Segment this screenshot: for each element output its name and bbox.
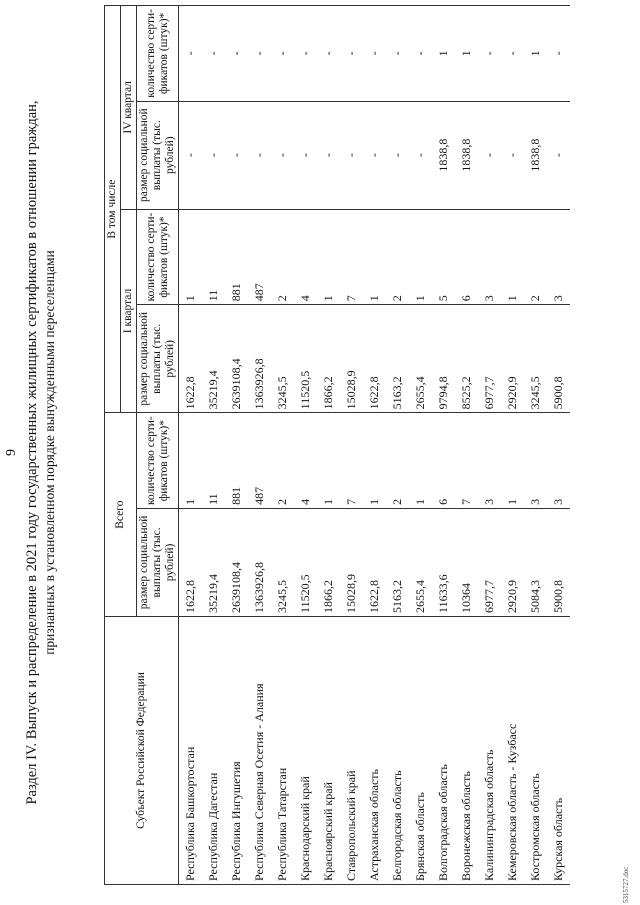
table-row: [225, 6, 248, 885]
cell-q1-cnt: 6: [455, 209, 478, 305]
cell-q4-cnt: 1: [432, 6, 455, 102]
cell-region: Республика Дагестан: [202, 616, 225, 884]
title-line-2: признанных в установленном порядке вынужденными переселенцами: [42, 250, 57, 655]
cell-total-cnt: 1: [409, 413, 432, 509]
table-row: [432, 6, 455, 885]
table-row: [524, 6, 547, 885]
cell-region: Брянская область: [409, 616, 432, 884]
table-row: [386, 6, 409, 885]
cell-q4-pay: 1838,8: [455, 101, 478, 209]
cell-q1-pay: 6977,7: [478, 305, 501, 413]
cell-total-pay: 3245,5: [271, 508, 294, 616]
cell-q4-cnt: -: [317, 6, 340, 102]
table-body: [179, 6, 571, 885]
cell-q4-cnt: -: [340, 6, 363, 102]
table-row: [455, 6, 478, 885]
cell-total-cnt: 1: [363, 413, 386, 509]
cell-total-pay: 2920,9: [501, 508, 524, 616]
cell-q1-cnt: 1: [501, 209, 524, 305]
table-row: [317, 6, 340, 885]
cell-total-pay: 5163,2: [386, 508, 409, 616]
cell-q4-pay: -: [248, 101, 271, 209]
table-row: [478, 6, 501, 885]
table-row: [202, 6, 225, 885]
cell-total-pay: 5084,3: [524, 508, 547, 616]
table-row: [179, 6, 203, 885]
section-title: [24, 20, 58, 885]
cell-region: Калининградская область: [478, 616, 501, 884]
cell-q4-cnt: -: [409, 6, 432, 102]
table-row: [547, 6, 570, 885]
table-row: [409, 6, 432, 885]
cell-q4-cnt: -: [271, 6, 294, 102]
header-total: Всего: [105, 413, 137, 617]
cell-region: Астраханская область: [363, 616, 386, 884]
cell-total-pay: 15028,9: [340, 508, 363, 616]
cell-q1-cnt: 1: [363, 209, 386, 305]
cell-total-cnt: 2: [271, 413, 294, 509]
cell-total-pay: 1866,2: [317, 508, 340, 616]
cell-region: Республика Северная Осетия - Алания: [248, 616, 271, 884]
cell-q1-pay: 1622,8: [363, 305, 386, 413]
cell-region: Республика Татарстан: [271, 616, 294, 884]
cell-q1-cnt: 2: [524, 209, 547, 305]
cell-q1-cnt: 3: [478, 209, 501, 305]
cell-q1-pay: 3245,5: [524, 305, 547, 413]
cell-q4-cnt: -: [363, 6, 386, 102]
cell-q4-pay: -: [179, 101, 203, 209]
cell-q1-cnt: 5: [432, 209, 455, 305]
cell-total-cnt: 3: [478, 413, 501, 509]
header-including: В том числе: [105, 6, 121, 413]
table-row: [248, 6, 271, 885]
cell-q1-pay: 8525,2: [455, 305, 478, 413]
cell-region: Краснодарский край: [294, 616, 317, 884]
cell-q1-pay: 11520,5: [294, 305, 317, 413]
cell-q1-cnt: 2: [386, 209, 409, 305]
cell-total-cnt: 881: [225, 413, 248, 509]
certificates-table: [104, 5, 570, 885]
table-row: [501, 6, 524, 885]
cell-region: Костромская область: [524, 616, 547, 884]
cell-q1-pay: 2655,4: [409, 305, 432, 413]
cell-total-pay: 2639108,4: [225, 508, 248, 616]
cell-total-pay: 11633,6: [432, 508, 455, 616]
cell-q1-cnt: 487: [248, 209, 271, 305]
cell-q1-pay: 15028,9: [340, 305, 363, 413]
cell-q4-cnt: -: [248, 6, 271, 102]
cell-total-pay: 1622,8: [179, 508, 203, 616]
cell-q4-pay: -: [386, 101, 409, 209]
cell-total-cnt: 1: [317, 413, 340, 509]
cell-q4-pay: 1838,8: [524, 101, 547, 209]
cell-q1-pay: 2639108,4: [225, 305, 248, 413]
cell-q4-cnt: -: [225, 6, 248, 102]
cell-q1-cnt: 1: [179, 209, 203, 305]
cell-q1-pay: 5163,2: [386, 305, 409, 413]
table-row: [363, 6, 386, 885]
cell-q4-cnt: -: [294, 6, 317, 102]
cell-region: Республика Башкортостан: [179, 616, 203, 884]
table-row: [271, 6, 294, 885]
page-number: 9: [4, 449, 19, 456]
cell-region: Ставропольский край: [340, 616, 363, 884]
cell-q4-cnt: -: [202, 6, 225, 102]
cell-q1-cnt: 881: [225, 209, 248, 305]
cell-total-cnt: 7: [455, 413, 478, 509]
cell-q4-pay: -: [501, 101, 524, 209]
cell-q1-pay: 3245,5: [271, 305, 294, 413]
header-count: количество серти-фикатов (штук)*: [137, 413, 179, 509]
cell-total-pay: 35219,4: [202, 508, 225, 616]
cell-q4-cnt: 1: [455, 6, 478, 102]
cell-q4-cnt: -: [501, 6, 524, 102]
cell-q4-cnt: -: [386, 6, 409, 102]
cell-q1-pay: 5900,8: [547, 305, 570, 413]
table-row: [294, 6, 317, 885]
cell-total-cnt: 1: [501, 413, 524, 509]
cell-q4-cnt: -: [478, 6, 501, 102]
cell-q1-pay: 2920,9: [501, 305, 524, 413]
cell-region: Республика Ингушетия: [225, 616, 248, 884]
header-payment: размер социальной выплаты (тыс. рублей): [137, 101, 179, 209]
cell-total-cnt: 2: [386, 413, 409, 509]
header-payment: размер социальной выплаты (тыс. рублей): [137, 305, 179, 413]
header-q4: IV квартал: [121, 6, 137, 210]
cell-total-cnt: 6: [432, 413, 455, 509]
cell-total-cnt: 7: [340, 413, 363, 509]
cell-region: Красноярский край: [317, 616, 340, 884]
cell-region: Белгородская область: [386, 616, 409, 884]
cell-total-pay: 5900,8: [547, 508, 570, 616]
cell-total-pay: 2655,4: [409, 508, 432, 616]
footer-code: 5315727.doc: [622, 866, 630, 903]
cell-q4-pay: -: [225, 101, 248, 209]
cell-region: Курская область: [547, 616, 570, 884]
cell-q4-pay: -: [202, 101, 225, 209]
cell-q1-pay: 1866,2: [317, 305, 340, 413]
cell-q1-cnt: 11: [202, 209, 225, 305]
cell-total-cnt: 4: [294, 413, 317, 509]
cell-total-cnt: 3: [547, 413, 570, 509]
cell-q4-pay: 1838,8: [432, 101, 455, 209]
cell-q1-cnt: 1: [409, 209, 432, 305]
cell-q4-pay: -: [340, 101, 363, 209]
cell-q1-cnt: 4: [294, 209, 317, 305]
cell-region: Кемеровская область - Кузбасс: [501, 616, 524, 884]
cell-q4-pay: -: [547, 101, 570, 209]
table-row: [340, 6, 363, 885]
cell-q4-pay: -: [363, 101, 386, 209]
cell-q4-cnt: 1: [524, 6, 547, 102]
cell-q1-cnt: 2: [271, 209, 294, 305]
title-line-1: Раздел IV. Выпуск и распределение в 2021 году государственных жилищных сертификатов в отношении граждан,: [24, 100, 40, 805]
cell-total-cnt: 1: [179, 413, 203, 509]
cell-total-pay: 1622,8: [363, 508, 386, 616]
cell-q4-pay: -: [294, 101, 317, 209]
cell-q4-cnt: -: [179, 6, 203, 102]
cell-q4-pay: -: [478, 101, 501, 209]
header-count: количество серти-фикатов (штук)*: [137, 209, 179, 305]
cell-q4-cnt: -: [547, 6, 570, 102]
cell-region: Воронежская область: [455, 616, 478, 884]
cell-q1-pay: 9794,8: [432, 305, 455, 413]
cell-region: Волгоградская область: [432, 616, 455, 884]
header-q1: I квартал: [121, 209, 137, 413]
cell-q1-pay: 35219,4: [202, 305, 225, 413]
cell-total-cnt: 11: [202, 413, 225, 509]
cell-q4-pay: -: [271, 101, 294, 209]
cell-q4-pay: -: [409, 101, 432, 209]
cell-total-pay: 1363926,8: [248, 508, 271, 616]
cell-q1-cnt: 3: [547, 209, 570, 305]
cell-total-pay: 10364: [455, 508, 478, 616]
cell-q1-pay: 1363926,8: [248, 305, 271, 413]
cell-q4-pay: -: [317, 101, 340, 209]
header-subject: Субъект Российской Федерации: [105, 616, 179, 884]
cell-total-cnt: 3: [524, 413, 547, 509]
cell-q1-cnt: 1: [317, 209, 340, 305]
cell-total-pay: 11520,5: [294, 508, 317, 616]
cell-total-pay: 6977,7: [478, 508, 501, 616]
header-count: количество серти-фикатов (штук)*: [137, 6, 179, 102]
cell-total-cnt: 487: [248, 413, 271, 509]
cell-q1-cnt: 7: [340, 209, 363, 305]
cell-q1-pay: 1622,8: [179, 305, 203, 413]
header-payment: размер социальной выплаты (тыс. рублей): [137, 508, 179, 616]
